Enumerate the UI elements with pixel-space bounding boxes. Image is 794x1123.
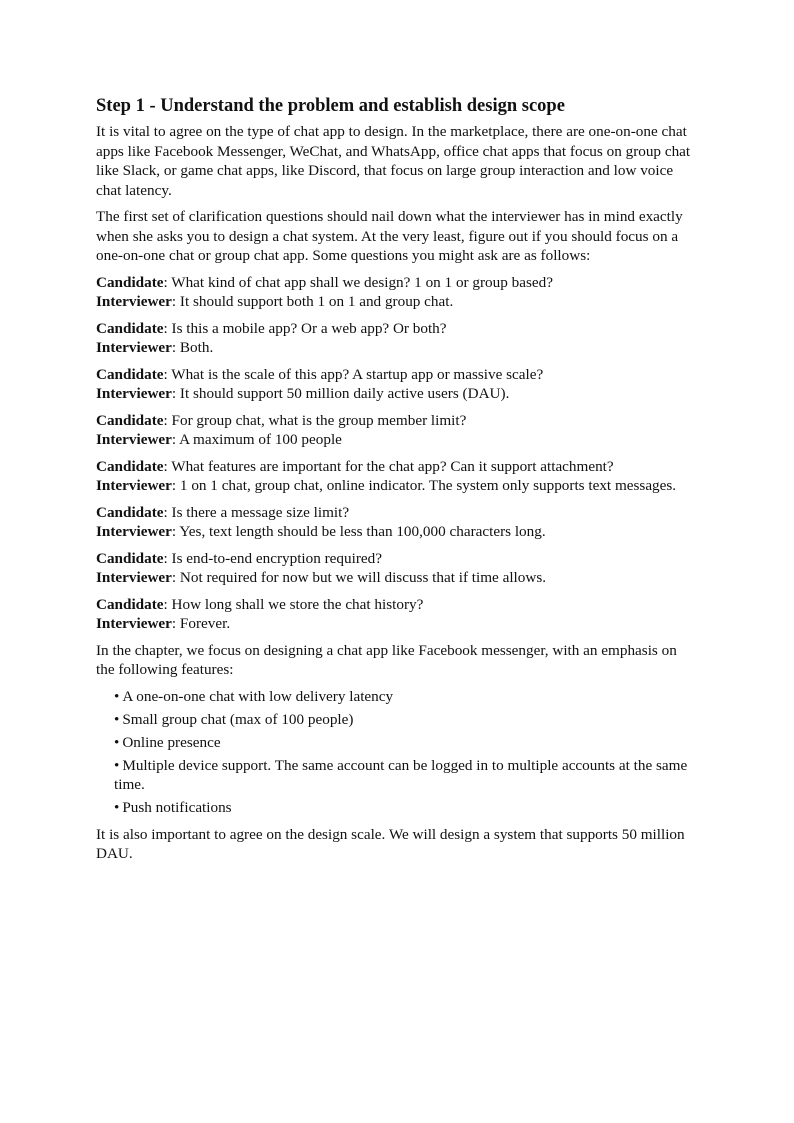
interviewer-label: Interviewer: [96, 523, 172, 540]
interviewer-answer: [96, 522, 694, 542]
candidate-label: Candidate: [96, 549, 164, 567]
question-text: : What features are important for the chat app? Can it support attachment?: [163, 457, 614, 475]
qa-pair: [96, 549, 694, 588]
focus-paragraph: In the chapter, we focus on designing a chat app like Facebook messenger, with an emphasis on the following features:: [96, 641, 677, 678]
question-text: : How long shall we store the chat history?: [163, 595, 424, 613]
interviewer-answer: [96, 338, 694, 358]
question-text: : What is the scale of this app? A startup app or massive scale?: [163, 365, 544, 383]
interviewer-label: Interviewer: [96, 339, 172, 356]
question-text: : For group chat, what is the group member limit?: [163, 411, 467, 429]
candidate-label: Candidate: [96, 365, 164, 383]
question-text: : What kind of chat app shall we design? 1 on 1 or group based?: [163, 273, 553, 291]
interviewer-label: Interviewer: [96, 477, 172, 494]
candidate-question: [96, 549, 694, 569]
feature-text: Multiple device support. The same account can be logged in to multiple accounts at the same time.: [114, 756, 688, 793]
qa-pair: [96, 595, 694, 634]
candidate-question: [96, 411, 694, 431]
intro-paragraph-1: It is vital to agree on the type of chat app to design. In the marketplace, there are one-on-one chat apps like Facebook Messenger, WeChat, and WhatsApp, office chat apps that focus on group chat like Slack, or game chat apps, like Discord, that focus on large group interaction and low voice chat latency.: [96, 123, 691, 199]
interviewer-answer: [96, 476, 694, 496]
candidate-label: Candidate: [96, 503, 164, 521]
candidate-question: [96, 365, 694, 385]
feature-text: A one-on-one chat with low delivery latency: [122, 687, 394, 705]
interviewer-label: Interviewer: [96, 569, 172, 586]
feature-text: Online presence: [122, 733, 221, 751]
answer-text: : It should support 50 million daily active users (DAU).: [171, 385, 510, 402]
closing-paragraph: It is also important to agree on the design scale. We will design a system that supports 50 million DAU.: [96, 825, 685, 862]
bullet-icon: •: [114, 710, 120, 728]
question-text: : Is end-to-end encryption required?: [163, 549, 382, 567]
section-heading: Step 1 - Understand the problem and establish design scope: [96, 96, 565, 116]
qa-pair: [96, 319, 694, 358]
bullet-icon: •: [114, 733, 120, 751]
intro-paragraph-2: The first set of clarification questions should nail down what the interviewer has in mind exactly when she asks you to design a chat system. At the very least, figure out if you should focus on a one-on-one chat or group chat app. Some questions you might ask are as follows:: [96, 208, 683, 264]
candidate-label: Candidate: [96, 273, 164, 291]
candidate-label: Candidate: [96, 411, 164, 429]
bullet-icon: •: [114, 756, 120, 774]
answer-text: : Both.: [171, 339, 214, 356]
candidate-question: [96, 503, 694, 523]
list-item: [114, 798, 694, 818]
bullet-icon: •: [114, 799, 120, 816]
candidate-question: [96, 457, 694, 477]
feature-text: Small group chat (max of 100 people): [122, 710, 354, 728]
interviewer-label: Interviewer: [96, 385, 172, 402]
qa-list: [96, 273, 694, 634]
list-item: [114, 733, 694, 753]
qa-pair: [96, 365, 694, 404]
question-text: : Is there a message size limit?: [163, 503, 350, 521]
interviewer-answer: [96, 568, 694, 588]
candidate-question: [96, 595, 694, 615]
candidate-label: Candidate: [96, 319, 164, 337]
answer-text: : A maximum of 100 people: [171, 431, 342, 448]
qa-pair: [96, 503, 694, 542]
answer-text: : Yes, text length should be less than 100,000 characters long.: [171, 523, 546, 540]
qa-pair: [96, 457, 694, 496]
interviewer-answer: [96, 614, 694, 634]
candidate-label: Candidate: [96, 457, 164, 475]
interviewer-answer: [96, 292, 694, 312]
list-item: [114, 710, 694, 730]
answer-text: : 1 on 1 chat, group chat, online indicator. The system only supports text messages.: [171, 477, 677, 494]
feature-text: Push notifications: [122, 799, 232, 816]
bullet-icon: •: [114, 687, 120, 705]
qa-pair: [96, 411, 694, 450]
qa-pair: [96, 273, 694, 312]
interviewer-answer: [96, 430, 694, 450]
answer-text: : Forever.: [171, 615, 231, 632]
interviewer-answer: [96, 384, 694, 404]
feature-list: [96, 687, 694, 818]
question-text: : Is this a mobile app? Or a web app? Or both?: [163, 319, 447, 337]
answer-text: : Not required for now but we will discuss that if time allows.: [171, 569, 547, 586]
candidate-label: Candidate: [96, 595, 164, 613]
list-item: [114, 687, 694, 707]
interviewer-label: Interviewer: [96, 615, 172, 632]
answer-text: : It should support both 1 on 1 and group chat.: [171, 293, 454, 310]
interviewer-label: Interviewer: [96, 431, 172, 448]
candidate-question: [96, 319, 694, 339]
candidate-question: [96, 273, 694, 293]
interviewer-label: Interviewer: [96, 293, 172, 310]
list-item: [114, 756, 694, 795]
